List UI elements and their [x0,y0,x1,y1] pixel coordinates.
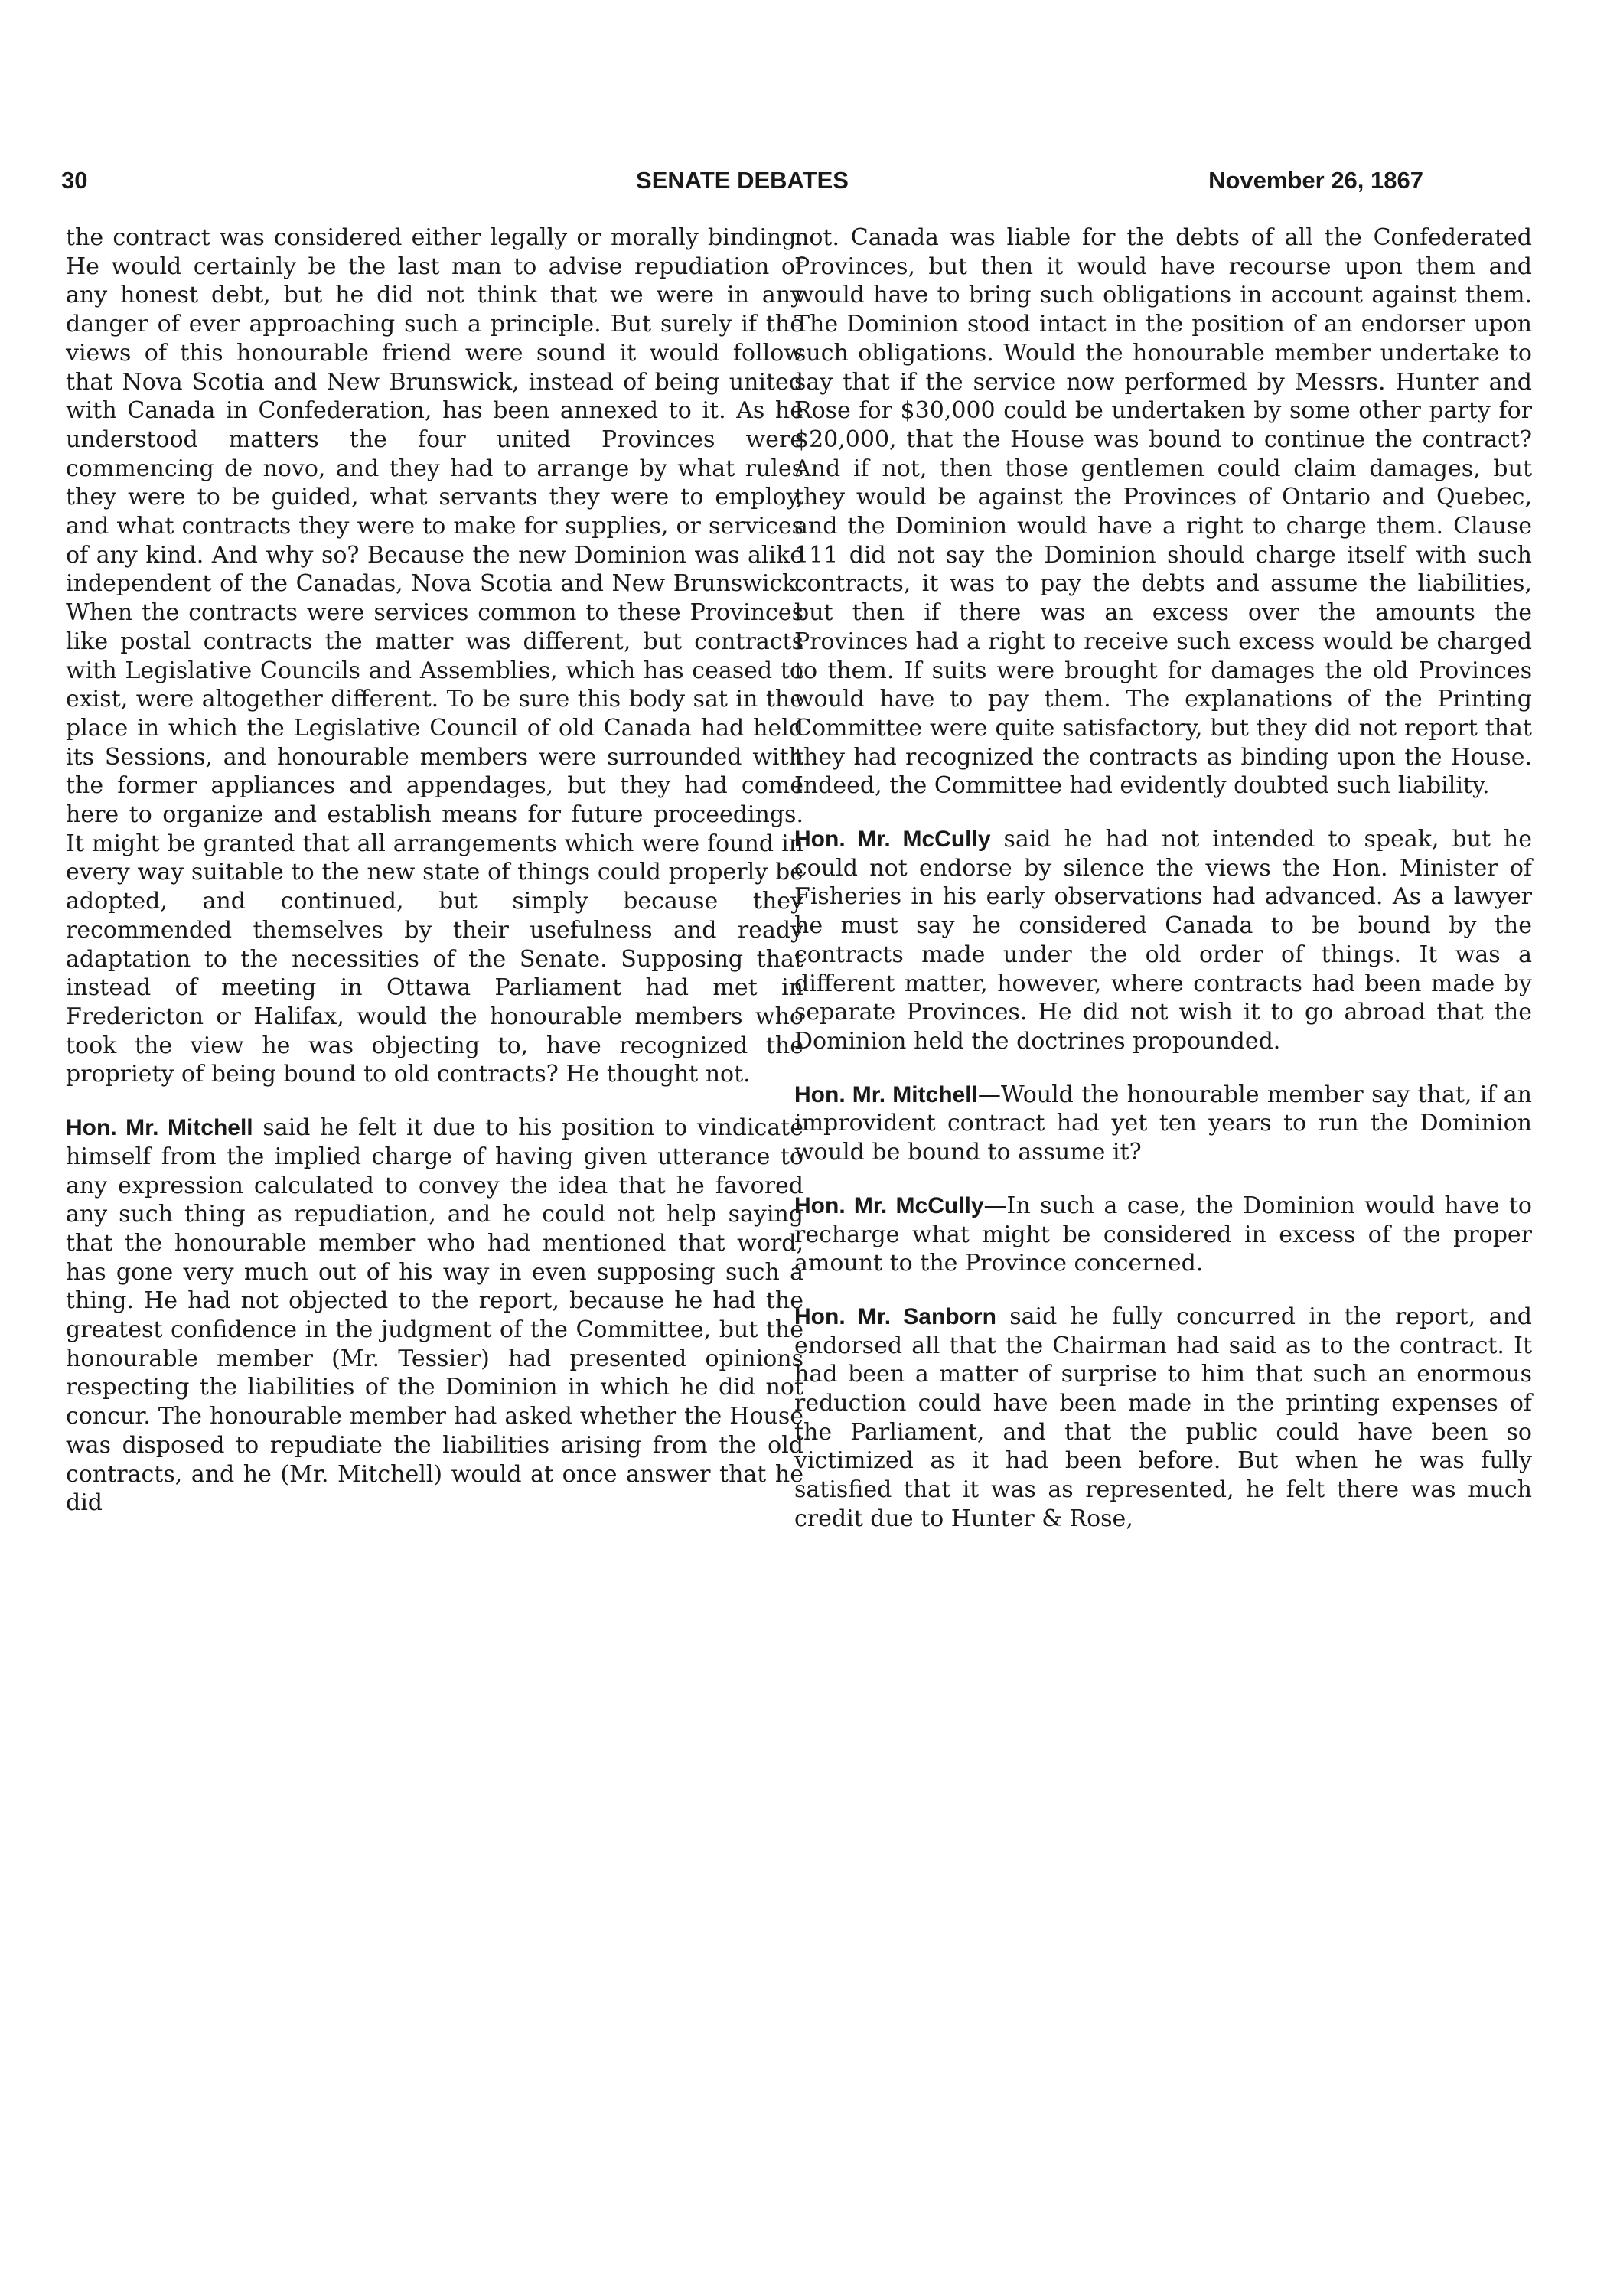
speaker-name: Hon. Mr. McCully [794,827,991,853]
left-column [66,223,804,1518]
paragraph [794,1303,1532,1534]
page-number: 30 [61,167,88,194]
paragraph-text: the contract was considered either legally or morally binding. He would certainly be the last man to advise repudiation of any honest debt, but he did not think that we were in any danger of ever approaching such a principle. But surely if the views of this honourable friend were sound it would follow that Nova Scotia and New Brunswick, instead of being united with Canada in Confederation, has been annexed to it. As he understood matters the four united Provinces were commencing de novo, and they had to arrange by what rules they were to be guided, what servants they were to employ, and what contracts they were to make for supplies, or services of any kind. And why so? Because the new Dominion was alike independent of the Canadas, Nova Scotia and New Brunswick. When the contracts were services common to these Provinces like postal contracts the matter was different, but contracts with Legislative Councils and Assemblies, which has ceased to exist, were altogether different. To be sure this body sat in the place in which the Legislative Council of old Canada had held its Sessions, and honourable members were surrounded with the former appliances and appendages, but they had come here to organize and establish means for future proceedings. It might be granted that all arrangements which were found in every way suitable to the new state of things could properly be adopted, and continued, but simply because they recommended themselves by their usefulness and ready adaptation to the necessities of the Senate. Supposing that instead of meeting in Ottawa Parliament had met in Fredericton or Halifax, would the honourable members who took the view he was objecting to, have recognized the propriety of being bound to old contracts? He thought not. [66,224,804,1088]
paragraph-text: said he fully concurred in the report, and endorsed all that the Chairman had said as to the contract. It had been a matter of surprise to him that such an enormous reduction could have been made in the printing expenses of the Parliament, and that the public could have been so victimized as it had been before. But when he was fully satisfied that it was as represented, he felt there was much credit due to Hunter & Rose, [794,1303,1532,1532]
paragraph-text: not. Canada was liable for the debts of all the Confederated Provinces, but then it would have recourse upon them and would have to bring such obligations in account against them. The Dominion stood intact in the position of an endorser upon such obligations. Would the honourable member undertake to say that if the service now performed by Messrs. Hunter and Rose for $30,000 could be undertaken by some other party for $20,000, that the House was bound to continue the contract? And if not, then those gentlemen could claim damages, but they would be against the Provinces of Ontario and Quebec, and the Dominion would have a right to charge them. Clause 111 did not say the Dominion should charge itself with such contracts, it was to pay the debts and assume the liabilities, but then if there was an excess over the amounts the Provinces had a right to receive such excess would be charged to them. If suits were brought for damages the old Provinces would have to pay them. The explanations of the Printing Committee were quite satisfactory, but they did not report that they had recognized the contracts as binding upon the House. Indeed, the Committee had evidently doubted such liability. [794,224,1532,800]
page-date: November 26, 1867 [1208,167,1423,194]
paragraph [66,223,804,1089]
paragraph [794,1192,1532,1278]
speaker-name: Hon. Mr. Sanborn [794,1303,996,1329]
speaker-name: Hon. Mr. McCully [794,1192,984,1218]
speaker-name: Hon. Mr. Mitchell [66,1115,253,1141]
paragraph-text: —In such a case, the Dominion would have to recharge what might be considered in excess of the proper amount to the Province concerned. [794,1192,1532,1277]
paragraph-text: said he felt it due to his position to vindicate himself from the implied charge of having given utterance to any expression calculated to convey the idea that he favored any such thing as repudiation, and he could not help saying that the honourable member who had mentioned that word, has gone very much out of his way in even supposing such a thing. He had not objected to the report, because he had the greatest confidence in the judgment of the Committee, but the honourable member (Mr. Tessier) had presented opinions respecting the liabilities of the Dominion in which he did not concur. The honourable member had asked whether the House was disposed to repudiate the liabilities arising from the old contracts, and he (Mr. Mitchell) would at once answer that he did [66,1114,804,1517]
paragraph-text: —Would the honourable member say that, if an improvident contract had yet ten years to run the Dominion would be bound to assume it? [794,1081,1532,1166]
paragraph-text: said he had not intended to speak, but he could not endorse by silence the views the Hon. Minister of Fisheries in his early observations had advanced. As a lawyer he must say he considered Canada to be bound by the contracts made under the old order of things. It was a different matter, however, where contracts had been made by separate Provinces. He did not wish it to go abroad that the Dominion held the doctrines propounded. [794,826,1532,1055]
paragraph [794,223,1532,801]
speaker-name: Hon. Mr. Mitchell [794,1081,978,1107]
paragraph [66,1114,804,1518]
right-column [794,223,1532,1534]
paragraph [794,825,1532,1056]
paragraph [794,1081,1532,1167]
page-header [61,167,1423,205]
page-title: SENATE DEBATES [636,167,849,194]
